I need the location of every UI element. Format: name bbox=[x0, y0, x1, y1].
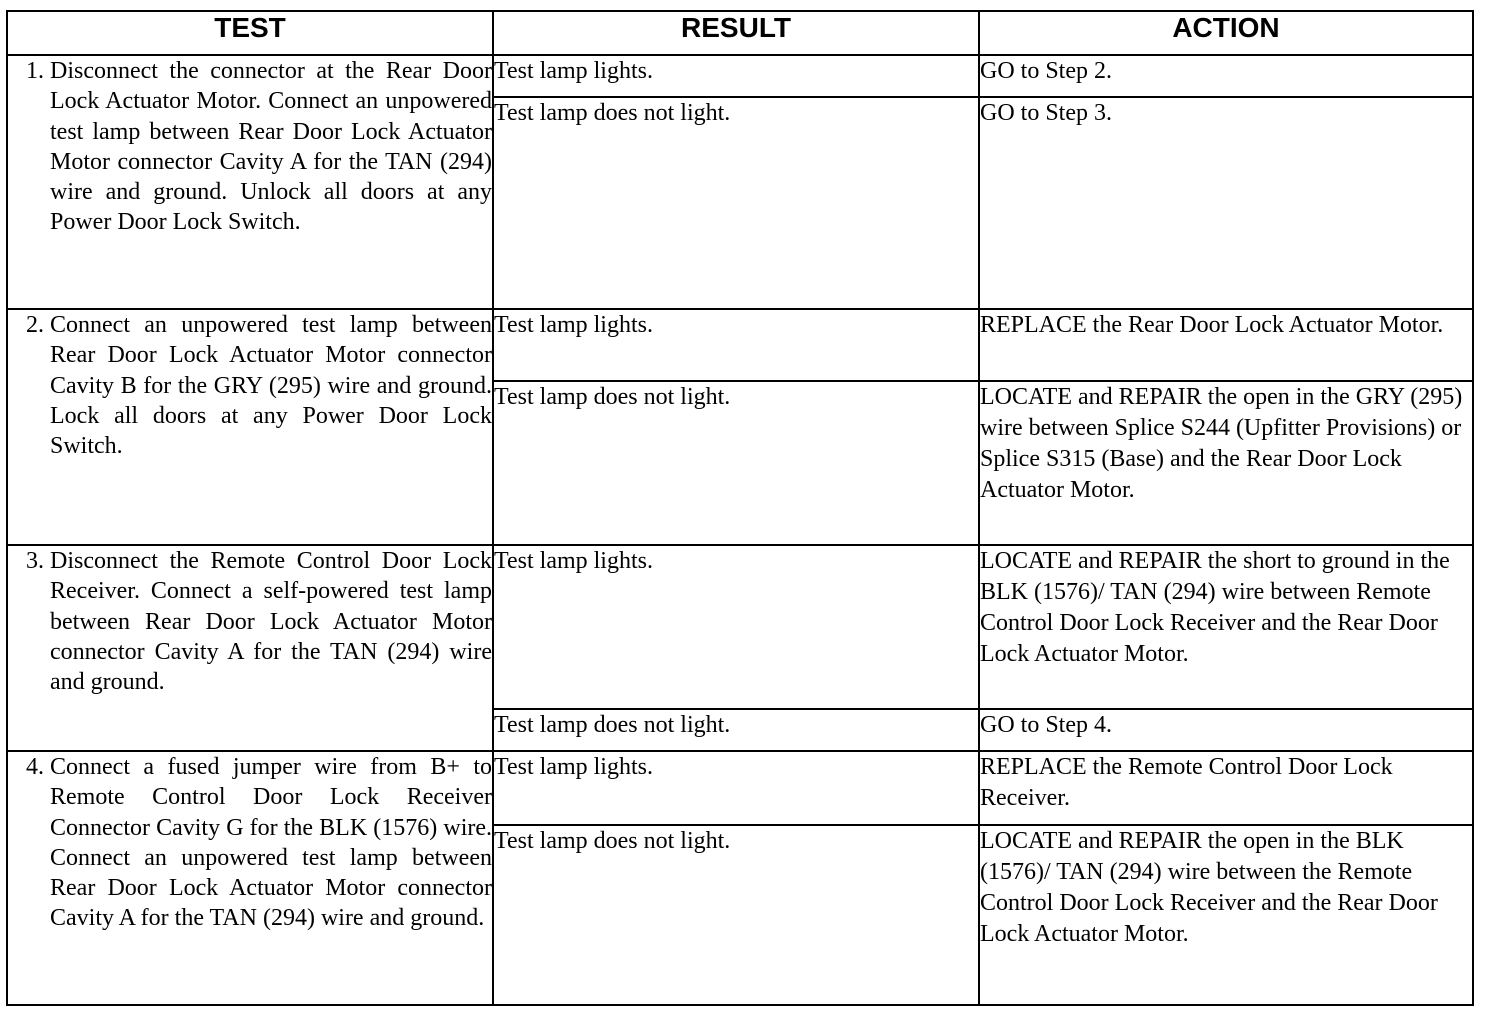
table-row bbox=[7, 751, 1473, 825]
step-text: Connect an unpowered test lamp between Rear Door Lock Actuator Motor connector Cavity B for the GRY (295) wire and ground. Lock all doors at any Power Door Lock Switch. bbox=[50, 312, 492, 460]
action-cell: GO to Step 4. bbox=[979, 709, 1473, 751]
action-cell: LOCATE and REPAIR the open in the GRY (295) wire between Splice S244 (Upfitter Provisions) or Splice S315 (Base) and the Rear Door Lock Actuator Motor. bbox=[979, 381, 1473, 545]
result-cell: Test lamp lights. bbox=[493, 751, 979, 825]
action-cell: LOCATE and REPAIR the open in the BLK (1576)/ TAN (294) wire between the Remote Control Door Lock Receiver and the Rear Door Lock Actuator Motor. bbox=[979, 825, 1473, 1005]
step-number: 2. bbox=[26, 312, 44, 338]
step-text: Disconnect the Remote Control Door Lock Receiver. Connect a self-powered test lamp between Rear Door Lock Actuator Motor connector Cavity A for the TAN (294) wire and ground. bbox=[50, 548, 492, 696]
action-cell: GO to Step 3. bbox=[979, 97, 1473, 309]
step-text: Connect a fused jumper wire from B+ to Remote Control Door Lock Receiver Connector Cavity G for the BLK (1576) wire. Connect an unpowered test lamp between Rear Door Lock Actuator Motor connector Cavity A for the TAN (294) wire and ground. bbox=[50, 754, 492, 932]
result-cell: Test lamp does not light. bbox=[493, 381, 979, 545]
result-cell: Test lamp does not light. bbox=[493, 97, 979, 309]
diagnostic-table bbox=[6, 10, 1474, 1006]
step-number: 1. bbox=[26, 58, 44, 84]
table-row bbox=[7, 309, 1473, 381]
header-action: ACTION bbox=[979, 11, 1473, 55]
step-2-test bbox=[7, 309, 493, 545]
result-cell: Test lamp lights. bbox=[493, 55, 979, 97]
action-cell: GO to Step 2. bbox=[979, 55, 1473, 97]
action-cell: LOCATE and REPAIR the short to ground in the BLK (1576)/ TAN (294) wire between Remote Control Door Lock Receiver and the Rear Door Lock Actuator Motor. bbox=[979, 545, 1473, 709]
step-text: Disconnect the connector at the Rear Door Lock Actuator Motor. Connect an unpowered test lamp between Rear Door Lock Actuator Motor connector Cavity A for the TAN (294) wire and ground. Unlock all doors at any Power Door Lock Switch. bbox=[50, 58, 492, 236]
step-number: 3. bbox=[26, 548, 44, 574]
result-cell: Test lamp does not light. bbox=[493, 825, 979, 1005]
table-row bbox=[7, 55, 1473, 97]
result-cell: Test lamp does not light. bbox=[493, 709, 979, 751]
header-result: RESULT bbox=[493, 11, 979, 55]
step-1-test bbox=[7, 55, 493, 309]
action-cell: REPLACE the Rear Door Lock Actuator Motor. bbox=[979, 309, 1473, 381]
header-row bbox=[7, 11, 1473, 55]
result-cell: Test lamp lights. bbox=[493, 309, 979, 381]
step-3-test bbox=[7, 545, 493, 751]
step-number: 4. bbox=[26, 754, 44, 780]
table-row bbox=[7, 545, 1473, 709]
result-cell: Test lamp lights. bbox=[493, 545, 979, 709]
header-test: TEST bbox=[7, 11, 493, 55]
action-cell: REPLACE the Remote Control Door Lock Receiver. bbox=[979, 751, 1473, 825]
step-4-test bbox=[7, 751, 493, 1005]
